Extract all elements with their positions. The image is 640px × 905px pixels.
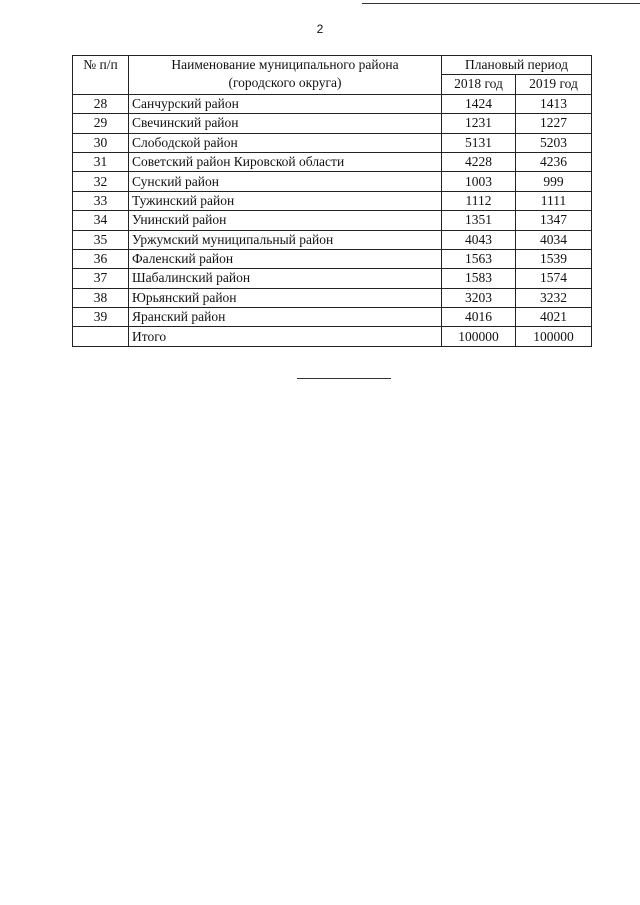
- row-value-2019: 1111: [516, 191, 592, 210]
- row-number: 33: [73, 191, 129, 210]
- row-value-2018: 4228: [442, 152, 516, 171]
- allocation-table: [72, 55, 592, 347]
- row-district-name: Санчурский район: [129, 94, 442, 113]
- row-value-2019: 4034: [516, 230, 592, 249]
- row-value-2019: 1413: [516, 94, 592, 113]
- table-body: [73, 94, 592, 346]
- row-value-2018: 100000: [442, 327, 516, 346]
- table-row: [73, 211, 592, 230]
- header-name: [129, 56, 442, 95]
- table-row: [73, 133, 592, 152]
- row-district-name: Свечинский район: [129, 114, 442, 133]
- header-name-line1: Наименование муниципального района: [171, 57, 399, 72]
- table-row: [73, 230, 592, 249]
- row-number: 35: [73, 230, 129, 249]
- table-row: [73, 288, 592, 307]
- table-row: [73, 191, 592, 210]
- row-district-name: Тужинский район: [129, 191, 442, 210]
- row-value-2018: 1583: [442, 269, 516, 288]
- header-name-line2: (городского округа): [228, 75, 342, 90]
- table-row: [73, 152, 592, 171]
- table-row: [73, 269, 592, 288]
- header-number: № п/п: [73, 56, 129, 95]
- row-value-2018: 1424: [442, 94, 516, 113]
- row-value-2018: 5131: [442, 133, 516, 152]
- row-district-name: Шабалинский район: [129, 269, 442, 288]
- row-value-2019: 100000: [516, 327, 592, 346]
- row-value-2018: 3203: [442, 288, 516, 307]
- row-value-2018: 1003: [442, 172, 516, 191]
- row-value-2018: 1563: [442, 249, 516, 268]
- table-row: [73, 172, 592, 191]
- row-value-2019: 1347: [516, 211, 592, 230]
- header-period: Плановый период: [442, 56, 592, 75]
- table-row: [73, 308, 592, 327]
- total-row: [73, 327, 592, 346]
- row-district-name: Фаленский район: [129, 249, 442, 268]
- row-number: 32: [73, 172, 129, 191]
- row-district-name: Советский район Кировской области: [129, 152, 442, 171]
- row-number: 34: [73, 211, 129, 230]
- row-number: 37: [73, 269, 129, 288]
- row-number: 28: [73, 94, 129, 113]
- row-value-2019: 3232: [516, 288, 592, 307]
- row-number: 31: [73, 152, 129, 171]
- row-value-2019: 999: [516, 172, 592, 191]
- row-district-name: Юрьянский район: [129, 288, 442, 307]
- row-number: 30: [73, 133, 129, 152]
- row-district-name: Слободской район: [129, 133, 442, 152]
- header-year-2018: 2018 год: [442, 75, 516, 94]
- row-value-2018: 4016: [442, 308, 516, 327]
- row-number: 39: [73, 308, 129, 327]
- row-district-name: Сунский район: [129, 172, 442, 191]
- row-number: [73, 327, 129, 346]
- header-year-2019: 2019 год: [516, 75, 592, 94]
- row-district-name: Унинский район: [129, 211, 442, 230]
- table-row: [73, 94, 592, 113]
- header-row: [73, 56, 592, 75]
- bottom-rule: [297, 378, 391, 379]
- top-rule: [362, 3, 640, 4]
- row-district-name: Яранский район: [129, 308, 442, 327]
- row-value-2018: 4043: [442, 230, 516, 249]
- row-district-name: Итого: [129, 327, 442, 346]
- row-number: 36: [73, 249, 129, 268]
- row-value-2019: 1574: [516, 269, 592, 288]
- row-value-2019: 1539: [516, 249, 592, 268]
- row-number: 29: [73, 114, 129, 133]
- row-value-2018: 1112: [442, 191, 516, 210]
- row-value-2019: 5203: [516, 133, 592, 152]
- table-row: [73, 114, 592, 133]
- row-district-name: Уржумский муниципальный район: [129, 230, 442, 249]
- page-number: 2: [316, 22, 324, 36]
- row-value-2019: 4021: [516, 308, 592, 327]
- row-number: 38: [73, 288, 129, 307]
- table-row: [73, 249, 592, 268]
- row-value-2018: 1231: [442, 114, 516, 133]
- row-value-2018: 1351: [442, 211, 516, 230]
- row-value-2019: 4236: [516, 152, 592, 171]
- row-value-2019: 1227: [516, 114, 592, 133]
